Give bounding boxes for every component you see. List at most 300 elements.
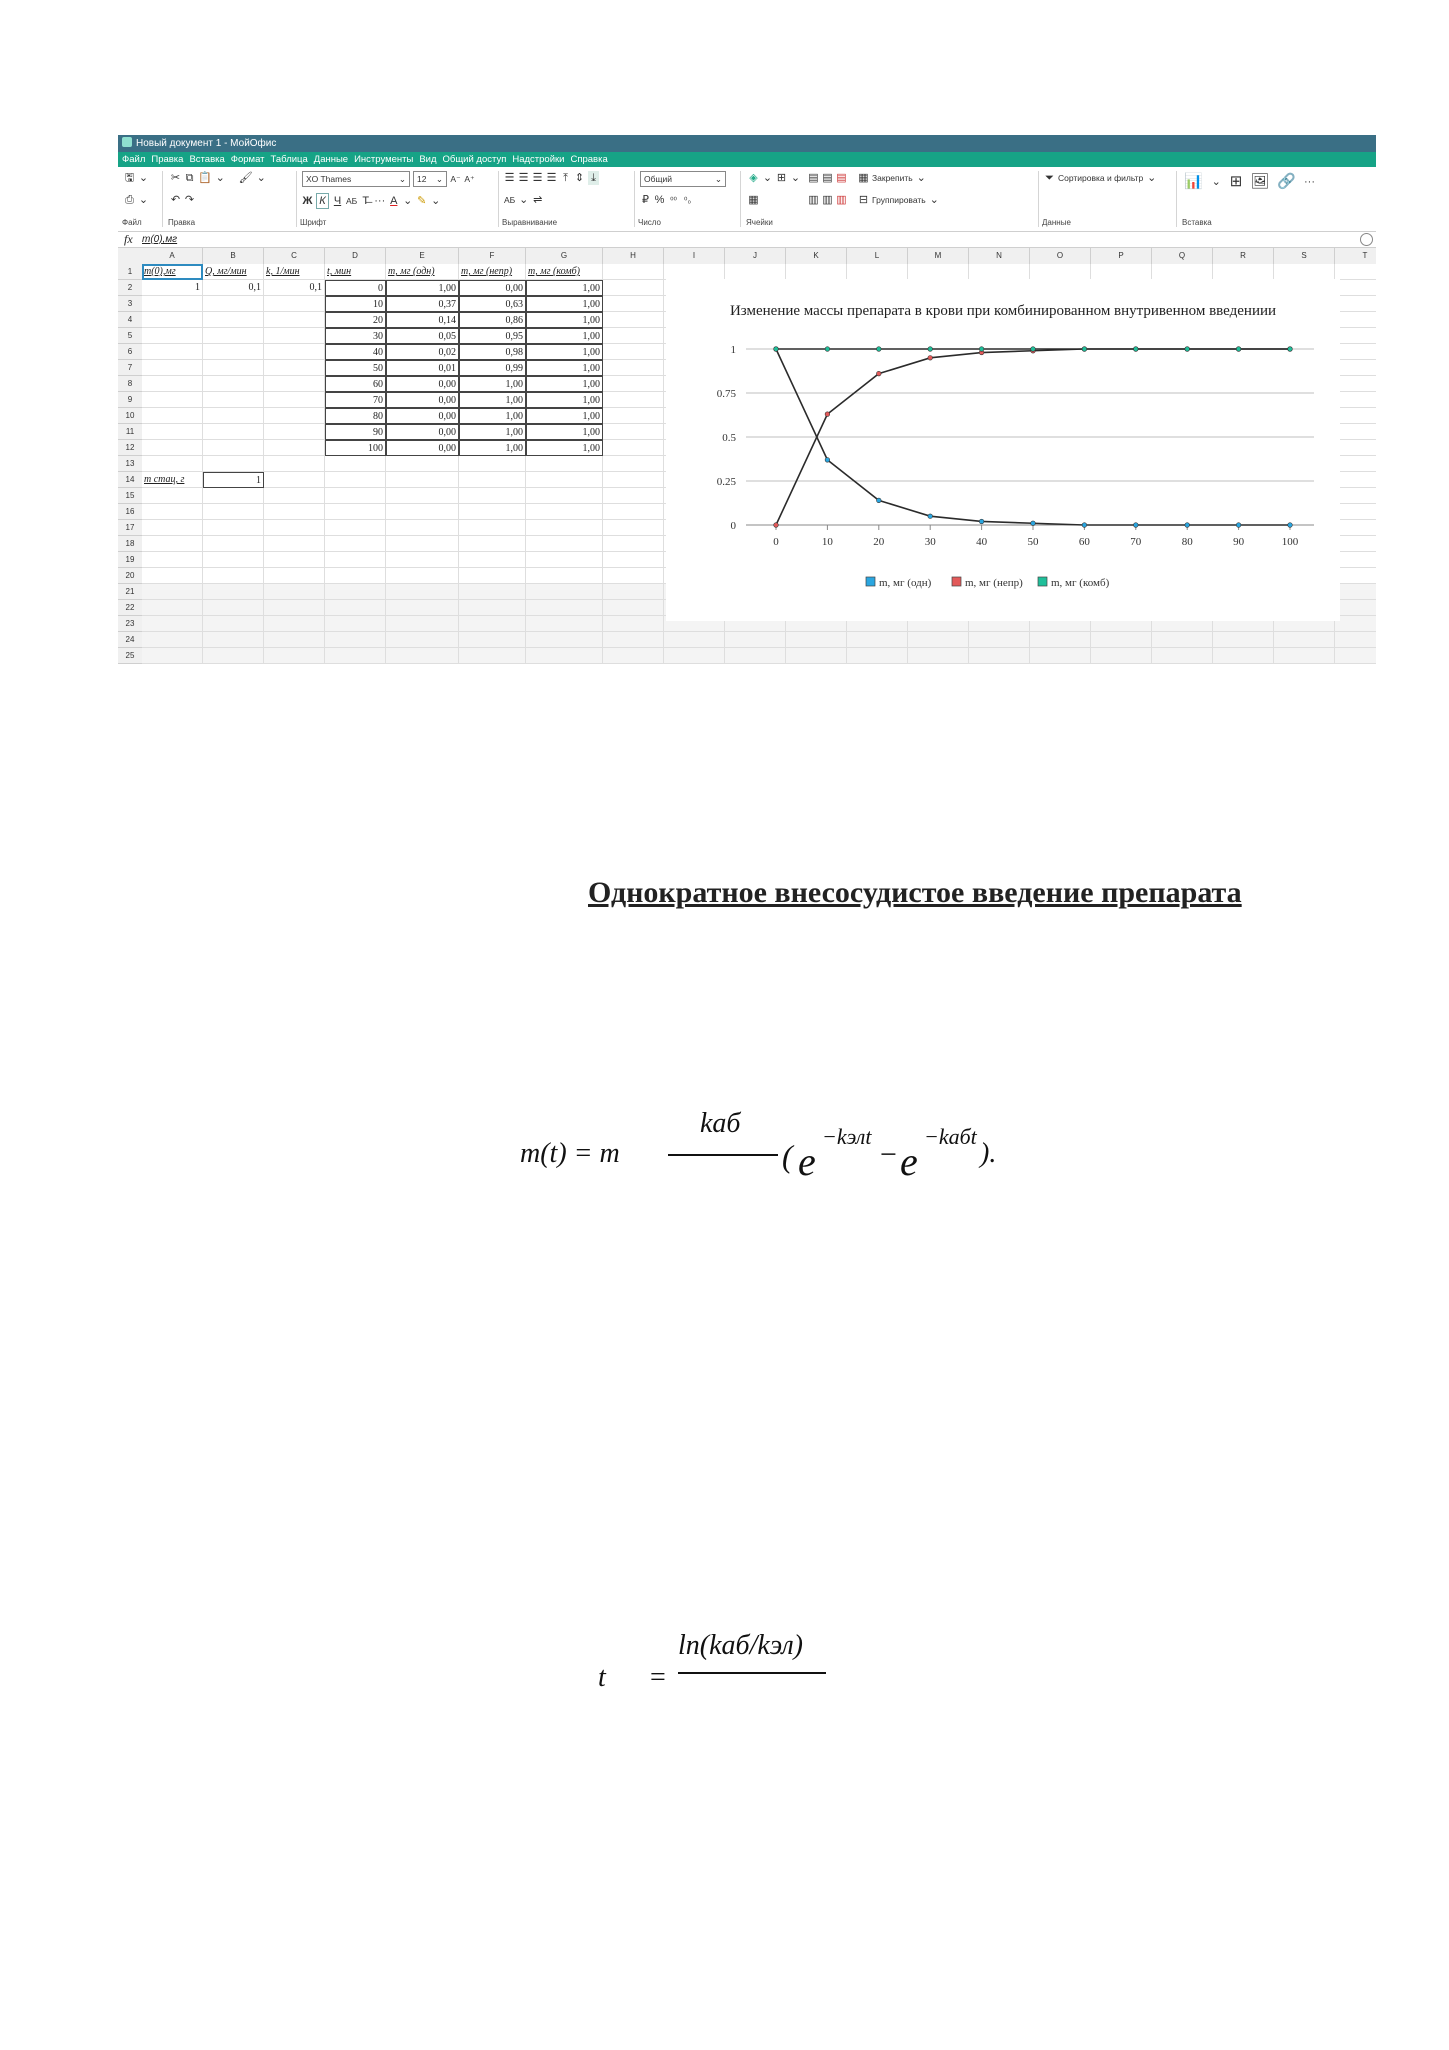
param-cell[interactable]: 0,1 xyxy=(264,280,325,296)
remove-row-icon[interactable]: ▤ xyxy=(836,172,847,184)
chevron-down-icon[interactable]: ⌄ xyxy=(762,172,773,184)
grid-cell[interactable] xyxy=(386,568,459,584)
grid-cell[interactable] xyxy=(1335,456,1376,472)
grid-cell[interactable] xyxy=(1091,632,1152,648)
underline-button[interactable]: Ч xyxy=(333,195,342,207)
grid-cell[interactable] xyxy=(847,648,908,664)
merge-cells-icon[interactable]: ▦ xyxy=(748,194,759,206)
row-header[interactable]: 15 xyxy=(118,488,143,504)
grid-cell[interactable] xyxy=(142,504,203,520)
grid-cell[interactable] xyxy=(526,472,603,488)
grid-cell[interactable] xyxy=(664,632,725,648)
table-header-cell[interactable]: m(0),мг xyxy=(142,264,203,280)
time-cell[interactable]: 50 xyxy=(325,360,386,376)
grid-cell[interactable] xyxy=(1030,632,1091,648)
grid-cell[interactable] xyxy=(264,392,325,408)
grid-cell[interactable] xyxy=(325,520,386,536)
column-header[interactable]: R xyxy=(1213,248,1274,265)
chart-icon[interactable]: 📊 xyxy=(1184,173,1203,190)
more-insert-button[interactable]: ··· xyxy=(1304,176,1315,188)
grid-cell[interactable] xyxy=(459,488,526,504)
column-header[interactable]: P xyxy=(1091,248,1152,265)
column-header[interactable]: T xyxy=(1335,248,1376,265)
grid-cell[interactable] xyxy=(142,616,203,632)
grid-cell[interactable] xyxy=(386,600,459,616)
borders-icon[interactable]: ⊞ xyxy=(776,172,787,184)
grid-cell[interactable] xyxy=(1213,648,1274,664)
undo-icon[interactable]: ↶ xyxy=(170,194,181,206)
row-header[interactable]: 10 xyxy=(118,408,143,424)
grid-cell[interactable] xyxy=(386,504,459,520)
grid-cell[interactable] xyxy=(526,488,603,504)
mass-single-cell[interactable]: 0,00 xyxy=(386,376,459,392)
grid-cell[interactable] xyxy=(603,280,664,296)
grid-cell[interactable] xyxy=(526,504,603,520)
grid-cell[interactable] xyxy=(264,360,325,376)
grid-cell[interactable] xyxy=(142,632,203,648)
grid-cell[interactable] xyxy=(1335,376,1376,392)
grid-cell[interactable] xyxy=(459,568,526,584)
grid-cell[interactable] xyxy=(526,632,603,648)
grid-cell[interactable] xyxy=(264,568,325,584)
mass-single-cell[interactable]: 0,01 xyxy=(386,360,459,376)
grid-cell[interactable] xyxy=(1274,648,1335,664)
grid-cell[interactable] xyxy=(142,328,203,344)
column-header[interactable]: O xyxy=(1030,248,1091,265)
grid-cell[interactable] xyxy=(969,632,1030,648)
row-header[interactable]: 6 xyxy=(118,344,143,360)
grid-cell[interactable] xyxy=(526,584,603,600)
mass-combined-cell[interactable]: 1,00 xyxy=(526,280,603,296)
mass-combined-cell[interactable]: 1,00 xyxy=(526,344,603,360)
grid-cell[interactable] xyxy=(1335,584,1376,600)
grid-cell[interactable] xyxy=(526,600,603,616)
grid-cell[interactable] xyxy=(1335,440,1376,456)
param-cell[interactable]: 0,1 xyxy=(203,280,264,296)
row-header[interactable]: 24 xyxy=(118,632,143,648)
grid-cell[interactable] xyxy=(142,296,203,312)
column-header[interactable]: S xyxy=(1274,248,1335,265)
mass-combined-cell[interactable]: 1,00 xyxy=(526,296,603,312)
grid-cell[interactable] xyxy=(386,616,459,632)
grid-cell[interactable] xyxy=(264,328,325,344)
grid-cell[interactable] xyxy=(1274,632,1335,648)
menu-item[interactable]: Надстройки xyxy=(512,154,565,165)
grid-cell[interactable] xyxy=(603,552,664,568)
chevron-down-icon[interactable]: ⌄ xyxy=(519,194,529,206)
grid-cell[interactable] xyxy=(203,360,264,376)
grid-cell[interactable] xyxy=(264,408,325,424)
row-header[interactable]: 16 xyxy=(118,504,143,520)
time-cell[interactable]: 40 xyxy=(325,344,386,360)
row-header[interactable]: 4 xyxy=(118,312,143,328)
row-header[interactable]: 22 xyxy=(118,600,143,616)
grid-cell[interactable] xyxy=(1335,632,1376,648)
grid-cell[interactable] xyxy=(664,648,725,664)
mass-continuous-cell[interactable]: 0,86 xyxy=(459,312,526,328)
grid-cell[interactable] xyxy=(603,472,664,488)
grid-cell[interactable] xyxy=(526,616,603,632)
grid-cell[interactable] xyxy=(264,600,325,616)
grid-cell[interactable] xyxy=(203,488,264,504)
grid-cell[interactable] xyxy=(1091,264,1152,280)
time-cell[interactable]: 10 xyxy=(325,296,386,312)
grid-cell[interactable] xyxy=(1213,264,1274,280)
shrink-font-button[interactable]: А⁻ xyxy=(450,174,461,184)
row-header[interactable]: 25 xyxy=(118,648,143,664)
align-right-icon[interactable]: ☰ xyxy=(532,172,543,184)
grid-cell[interactable] xyxy=(142,424,203,440)
align-justify-icon[interactable]: ☰ xyxy=(546,172,557,184)
group-button[interactable] xyxy=(858,193,940,207)
grid-cell[interactable] xyxy=(142,648,203,664)
grid-cell[interactable] xyxy=(325,552,386,568)
grid-cell[interactable] xyxy=(386,536,459,552)
time-cell[interactable]: 100 xyxy=(325,440,386,456)
grid-cell[interactable] xyxy=(725,648,786,664)
chevron-down-icon[interactable]: ⌄ xyxy=(215,172,225,184)
grid-cell[interactable] xyxy=(969,264,1030,280)
grid-cell[interactable] xyxy=(459,616,526,632)
grid-cell[interactable] xyxy=(142,376,203,392)
grid-cell[interactable] xyxy=(603,440,664,456)
row-header[interactable]: 17 xyxy=(118,520,143,536)
grid-cell[interactable] xyxy=(1335,328,1376,344)
chevron-down-icon[interactable]: ⌄ xyxy=(790,172,801,184)
mass-single-cell[interactable]: 0,00 xyxy=(386,392,459,408)
select-all-corner[interactable] xyxy=(118,248,143,265)
grid-cell[interactable] xyxy=(142,488,203,504)
grid-cell[interactable] xyxy=(1152,264,1213,280)
grid-cell[interactable] xyxy=(386,456,459,472)
grid-cell[interactable] xyxy=(459,552,526,568)
grid-cell[interactable] xyxy=(203,296,264,312)
row-header[interactable]: 20 xyxy=(118,568,143,584)
column-header[interactable]: A xyxy=(142,248,203,265)
grid-cell[interactable] xyxy=(603,424,664,440)
menu-item[interactable]: Таблица xyxy=(270,154,308,165)
grid-cell[interactable] xyxy=(526,520,603,536)
more-button[interactable]: ··· xyxy=(374,195,386,207)
grid-cell[interactable] xyxy=(325,488,386,504)
grid-cell[interactable] xyxy=(386,648,459,664)
grid-cell[interactable] xyxy=(203,584,264,600)
grid-cell[interactable] xyxy=(264,488,325,504)
grid-cell[interactable] xyxy=(1335,312,1376,328)
grid-cell[interactable] xyxy=(203,504,264,520)
mass-combined-cell[interactable]: 1,00 xyxy=(526,328,603,344)
time-cell[interactable]: 30 xyxy=(325,328,386,344)
grid-cell[interactable] xyxy=(1335,408,1376,424)
grid-cell[interactable] xyxy=(325,632,386,648)
menu-item[interactable]: Вставка xyxy=(189,154,225,165)
sort-filter-button[interactable] xyxy=(1044,171,1157,185)
column-header[interactable]: Q xyxy=(1152,248,1213,265)
print-button[interactable] xyxy=(124,193,149,207)
grid-cell[interactable] xyxy=(459,472,526,488)
formula-input[interactable]: m(0),мг xyxy=(142,234,178,245)
grid-cell[interactable] xyxy=(1335,520,1376,536)
grid-cell[interactable] xyxy=(386,488,459,504)
grid-cell[interactable] xyxy=(526,552,603,568)
grid-cell[interactable] xyxy=(264,648,325,664)
chevron-down-icon[interactable]: ⌄ xyxy=(256,172,266,184)
grid-cell[interactable] xyxy=(603,520,664,536)
grid-cell[interactable] xyxy=(264,440,325,456)
grid-cell[interactable] xyxy=(603,328,664,344)
grid-cell[interactable] xyxy=(264,456,325,472)
row-header[interactable]: 8 xyxy=(118,376,143,392)
grid-cell[interactable] xyxy=(1335,648,1376,664)
column-header[interactable]: C xyxy=(264,248,325,265)
grid-cell[interactable] xyxy=(142,392,203,408)
chevron-down-icon[interactable]: ⌄ xyxy=(1211,176,1221,188)
grid-cell[interactable] xyxy=(264,296,325,312)
grid-cell[interactable] xyxy=(1335,280,1376,296)
mass-combined-cell[interactable]: 1,00 xyxy=(526,360,603,376)
grid-cell[interactable] xyxy=(459,584,526,600)
grid-cell[interactable] xyxy=(603,536,664,552)
mass-single-cell[interactable]: 0,14 xyxy=(386,312,459,328)
grid-cell[interactable] xyxy=(264,376,325,392)
column-header[interactable]: L xyxy=(847,248,908,265)
table-header-cell[interactable]: k, 1/мин xyxy=(264,264,325,280)
grid-cell[interactable] xyxy=(1335,552,1376,568)
mass-combined-cell[interactable]: 1,00 xyxy=(526,312,603,328)
grid-cell[interactable] xyxy=(142,312,203,328)
column-header[interactable]: E xyxy=(386,248,459,265)
grid-cell[interactable] xyxy=(459,504,526,520)
row-header[interactable]: 19 xyxy=(118,552,143,568)
row-header[interactable]: 12 xyxy=(118,440,143,456)
font-size-select[interactable] xyxy=(413,171,447,187)
grid-cell[interactable] xyxy=(203,328,264,344)
grid-cell[interactable] xyxy=(203,408,264,424)
formula-bar-toggle-icon[interactable] xyxy=(1360,233,1373,246)
delete-column-icon[interactable]: ▥ xyxy=(822,194,833,206)
grid-cell[interactable] xyxy=(1335,536,1376,552)
mass-combined-cell[interactable]: 1,00 xyxy=(526,392,603,408)
column-header[interactable]: H xyxy=(603,248,664,265)
grid-cell[interactable] xyxy=(1152,632,1213,648)
grid-cell[interactable] xyxy=(203,648,264,664)
grid-cell[interactable] xyxy=(142,360,203,376)
grid-cell[interactable] xyxy=(847,264,908,280)
grid-cell[interactable] xyxy=(203,376,264,392)
grid-cell[interactable] xyxy=(142,520,203,536)
grid-cell[interactable] xyxy=(526,568,603,584)
decrease-decimal-icon[interactable]: ⁰₀ xyxy=(684,195,691,205)
column-header[interactable]: N xyxy=(969,248,1030,265)
column-header[interactable]: B xyxy=(203,248,264,265)
grid-cell[interactable] xyxy=(142,536,203,552)
grid-cell[interactable] xyxy=(603,488,664,504)
grid-cell[interactable] xyxy=(603,312,664,328)
grid-cell[interactable] xyxy=(203,440,264,456)
grid-cell[interactable] xyxy=(1335,424,1376,440)
grid-cell[interactable] xyxy=(142,344,203,360)
menu-item[interactable]: Формат xyxy=(230,154,265,165)
grid-cell[interactable] xyxy=(264,584,325,600)
grid-cell[interactable] xyxy=(847,632,908,648)
grid-cell[interactable] xyxy=(325,616,386,632)
grid-cell[interactable] xyxy=(1335,504,1376,520)
grid-cell[interactable] xyxy=(203,600,264,616)
mass-single-cell[interactable]: 0,00 xyxy=(386,440,459,456)
grid-cell[interactable] xyxy=(1152,648,1213,664)
stationary-mass-label[interactable]: m стац, г xyxy=(142,472,203,488)
freeze-button[interactable] xyxy=(858,171,927,185)
currency-button[interactable]: ₽ xyxy=(642,194,649,206)
grid-cell[interactable] xyxy=(142,408,203,424)
table-header-cell[interactable]: m, мг (комб) xyxy=(526,264,603,280)
time-cell[interactable]: 0 xyxy=(325,280,386,296)
grid-cell[interactable] xyxy=(142,440,203,456)
grid-cell[interactable] xyxy=(1335,472,1376,488)
menu-item[interactable]: Инструменты xyxy=(354,154,414,165)
insert-row-icon[interactable]: ▤ xyxy=(808,172,819,184)
mass-combined-cell[interactable]: 1,00 xyxy=(526,440,603,456)
grid-cell[interactable] xyxy=(1274,264,1335,280)
param-cell[interactable]: 1 xyxy=(142,280,203,296)
copy-icon[interactable]: ⧉ xyxy=(185,172,194,184)
remove-column-icon[interactable]: ▥ xyxy=(836,194,847,206)
font-color-icon[interactable]: A xyxy=(390,195,398,207)
mass-combined-cell[interactable]: 1,00 xyxy=(526,424,603,440)
grid-cell[interactable] xyxy=(969,648,1030,664)
image-icon[interactable]: 🖼 xyxy=(1250,173,1270,190)
superscript-button[interactable]: АБ xyxy=(346,196,358,206)
grid-cell[interactable] xyxy=(203,520,264,536)
grid-cell[interactable] xyxy=(1335,568,1376,584)
time-cell[interactable]: 80 xyxy=(325,408,386,424)
grid-cell[interactable] xyxy=(203,456,264,472)
format-painter-icon[interactable]: 🖌 xyxy=(238,172,253,184)
column-header[interactable]: M xyxy=(908,248,969,265)
column-header[interactable]: J xyxy=(725,248,786,265)
align-center-icon[interactable]: ☰ xyxy=(518,172,529,184)
row-header[interactable]: 11 xyxy=(118,424,143,440)
mass-single-cell[interactable]: 0,37 xyxy=(386,296,459,312)
grid-cell[interactable] xyxy=(203,632,264,648)
grid-cell[interactable] xyxy=(264,424,325,440)
mass-combined-cell[interactable]: 1,00 xyxy=(526,376,603,392)
grid-cell[interactable] xyxy=(908,264,969,280)
grid-cell[interactable] xyxy=(603,648,664,664)
grid-cell[interactable] xyxy=(459,648,526,664)
align-left-icon[interactable]: ☰ xyxy=(504,172,515,184)
row-header[interactable]: 1 xyxy=(118,264,143,280)
grid-cell[interactable] xyxy=(203,424,264,440)
wrap-text-icon[interactable]: ⇌ xyxy=(533,194,543,206)
number-format-select[interactable] xyxy=(640,171,726,187)
grid-cell[interactable] xyxy=(1335,392,1376,408)
mass-continuous-cell[interactable]: 0,95 xyxy=(459,328,526,344)
table-header-cell[interactable]: t, мин xyxy=(325,264,386,280)
chevron-down-icon[interactable]: ⌄ xyxy=(431,195,441,207)
time-cell[interactable]: 70 xyxy=(325,392,386,408)
grid-cell[interactable] xyxy=(325,504,386,520)
grid-cell[interactable] xyxy=(603,504,664,520)
mass-continuous-cell[interactable]: 0,63 xyxy=(459,296,526,312)
grid-cell[interactable] xyxy=(526,648,603,664)
row-header[interactable]: 14 xyxy=(118,472,143,488)
grid-cell[interactable] xyxy=(264,504,325,520)
redo-icon[interactable]: ↷ xyxy=(184,194,195,206)
row-header[interactable]: 18 xyxy=(118,536,143,552)
save-button[interactable] xyxy=(124,171,149,185)
mass-continuous-cell[interactable]: 1,00 xyxy=(459,424,526,440)
grid-cell[interactable] xyxy=(264,616,325,632)
grid-cell[interactable] xyxy=(1335,264,1376,280)
time-cell[interactable]: 20 xyxy=(325,312,386,328)
grid-cell[interactable] xyxy=(603,632,664,648)
mass-single-cell[interactable]: 0,00 xyxy=(386,424,459,440)
grid-cell[interactable] xyxy=(603,616,664,632)
grid-cell[interactable] xyxy=(264,472,325,488)
grid-cell[interactable] xyxy=(725,264,786,280)
percent-button[interactable]: % xyxy=(654,194,665,206)
bold-button[interactable]: Ж xyxy=(302,195,313,207)
menu-item[interactable]: Правка xyxy=(151,154,184,165)
grid-cell[interactable] xyxy=(386,472,459,488)
grid-cell[interactable] xyxy=(203,392,264,408)
grid-cell[interactable] xyxy=(264,520,325,536)
grid-cell[interactable] xyxy=(203,616,264,632)
table-header-cell[interactable]: m, мг (непр) xyxy=(459,264,526,280)
grid-cell[interactable] xyxy=(386,584,459,600)
font-name-select[interactable] xyxy=(302,171,410,187)
grid-cell[interactable] xyxy=(386,520,459,536)
menu-item[interactable]: Файл xyxy=(122,154,146,165)
mass-single-cell[interactable]: 1,00 xyxy=(386,280,459,296)
time-cell[interactable]: 60 xyxy=(325,376,386,392)
grid-cell[interactable] xyxy=(142,600,203,616)
grid-cell[interactable] xyxy=(459,632,526,648)
mass-continuous-cell[interactable]: 0,99 xyxy=(459,360,526,376)
grid-cell[interactable] xyxy=(142,568,203,584)
grid-cell[interactable] xyxy=(142,456,203,472)
column-header[interactable]: F xyxy=(459,248,526,265)
mass-single-cell[interactable]: 0,05 xyxy=(386,328,459,344)
highlight-icon[interactable]: ✎ xyxy=(417,195,427,207)
column-header[interactable]: I xyxy=(664,248,725,265)
mass-single-cell[interactable]: 0,02 xyxy=(386,344,459,360)
mass-single-cell[interactable]: 0,00 xyxy=(386,408,459,424)
link-icon[interactable]: 🔗 xyxy=(1277,173,1296,190)
chevron-down-icon[interactable]: ⌄ xyxy=(403,195,413,207)
grid-cell[interactable] xyxy=(1091,648,1152,664)
grid-cell[interactable] xyxy=(786,264,847,280)
menu-item[interactable]: Вид xyxy=(419,154,437,165)
grid-cell[interactable] xyxy=(526,536,603,552)
grid-cell[interactable] xyxy=(603,408,664,424)
row-header[interactable]: 7 xyxy=(118,360,143,376)
text-direction-icon[interactable]: АБ xyxy=(504,195,516,205)
grid-cell[interactable] xyxy=(325,600,386,616)
grid-cell[interactable] xyxy=(725,632,786,648)
grid-cell[interactable] xyxy=(603,344,664,360)
grid-cell[interactable] xyxy=(1030,648,1091,664)
row-header[interactable]: 21 xyxy=(118,584,143,600)
grid-cell[interactable] xyxy=(603,584,664,600)
align-middle-icon[interactable]: ⇕ xyxy=(574,172,585,184)
grid-cell[interactable] xyxy=(142,584,203,600)
grid-cell[interactable] xyxy=(1335,344,1376,360)
mass-combined-cell[interactable]: 1,00 xyxy=(526,408,603,424)
mass-continuous-cell[interactable]: 1,00 xyxy=(459,440,526,456)
row-header[interactable]: 2 xyxy=(118,280,143,296)
